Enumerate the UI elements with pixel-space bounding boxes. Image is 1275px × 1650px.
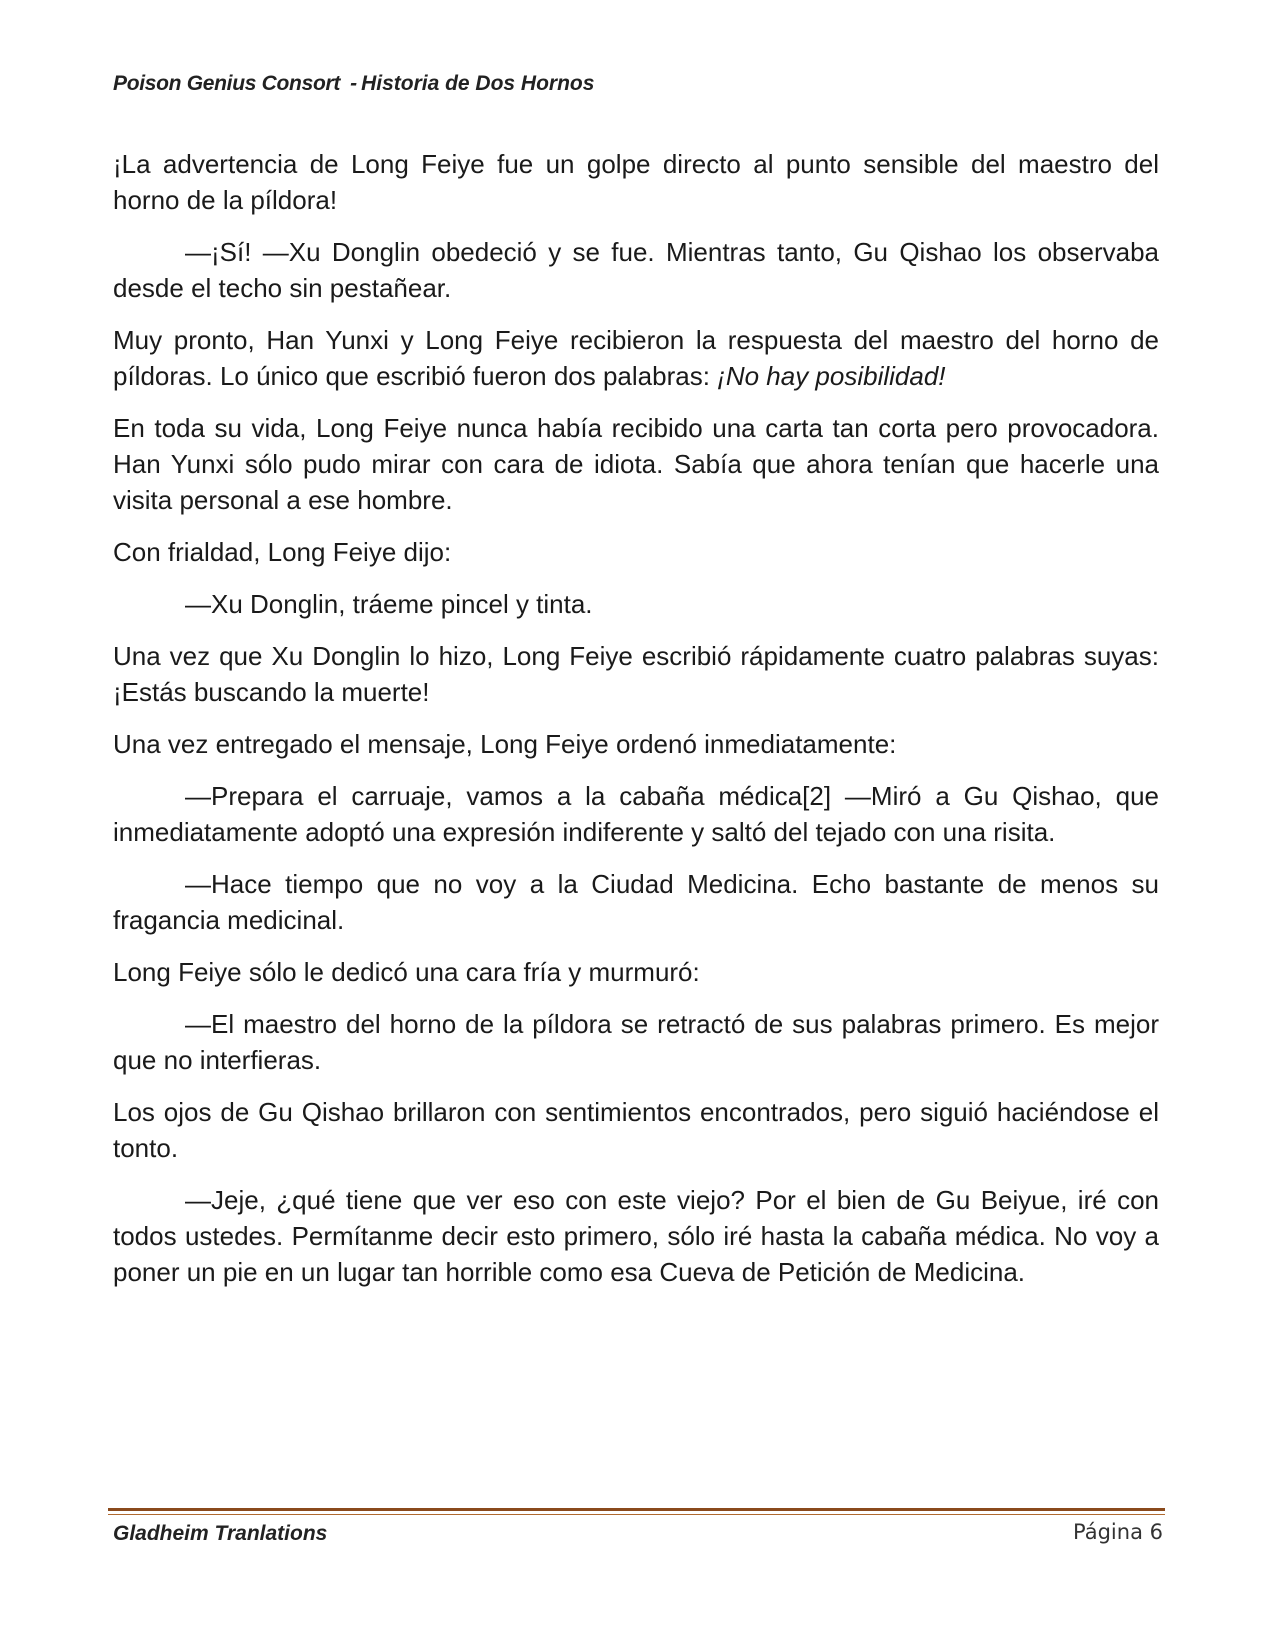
series-title: Poison Genius Consort: [113, 72, 341, 95]
footer-rule: [108, 1508, 1165, 1511]
paragraph-text: Muy pronto, Han Yunxi y Long Feiye recibieron la respuesta del maestro del horno de píldoras. Lo único que escribió fueron dos palabras:: [113, 325, 1159, 391]
page-header: [113, 72, 594, 96]
dialog-paragraph: —Jeje, ¿qué tiene que ver eso con este viejo? Por el bien de Gu Beiyue, iré con todos ustedes. Permítanme decir esto primero, sólo iré hasta la cabaña médica. No voy a poner un pie en un lugar tan horrible como esa Cueva de Petición de Medicina.: [113, 1185, 1159, 1287]
dialog-paragraph: —Xu Donglin, tráeme pincel y tinta.: [185, 589, 593, 619]
page-number-block: [1073, 1520, 1163, 1544]
paragraph: [113, 322, 1159, 394]
page-number: 6: [1149, 1520, 1163, 1544]
paragraph: Con frialdad, Long Feiye dijo:: [113, 537, 452, 567]
header-separator: -: [350, 72, 358, 95]
paragraph: Una vez que Xu Donglin lo hizo, Long Feiye escribió rápidamente cuatro palabras suyas: ¡Estás buscando la muerte!: [113, 641, 1159, 707]
paragraph-italic-text: ¡No hay posibilidad!: [717, 361, 946, 391]
dialog-paragraph: —¡Sí! —Xu Donglin obedeció y se fue. Mientras tanto, Gu Qishao los observaba desde el techo sin pestañear.: [113, 237, 1159, 303]
page-label: Página: [1073, 1520, 1143, 1544]
paragraph: ¡La advertencia de Long Feiye fue un golpe directo al punto sensible del maestro del horno de la píldora!: [113, 149, 1159, 215]
dialog-paragraph: —El maestro del horno de la píldora se retractó de sus palabras primero. Es mejor que no interfieras.: [113, 1009, 1159, 1075]
body-text: [113, 146, 1159, 1306]
dialog-paragraph: —Prepara el carruaje, vamos a la cabaña médica[2] —Miró a Gu Qishao, que inmediatamente adoptó una expresión indiferente y saltó del tejado con una risita.: [113, 781, 1159, 847]
dialog-paragraph: —Hace tiempo que no voy a la Ciudad Medicina. Echo bastante de menos su fragancia medicinal.: [113, 869, 1159, 935]
footer-credit: Gladheim Tranlations: [113, 1522, 328, 1545]
paragraph: Los ojos de Gu Qishao brillaron con sentimientos encontrados, pero siguió haciéndose el tonto.: [113, 1097, 1159, 1163]
chapter-title: Historia de Dos Hornos: [361, 72, 595, 95]
paragraph: Una vez entregado el mensaje, Long Feiye ordenó inmediatamente:: [113, 729, 897, 759]
paragraph: Long Feiye sólo le dedicó una cara fría y murmuró:: [113, 957, 700, 987]
footer-rule-thin: [108, 1514, 1165, 1515]
paragraph: En toda su vida, Long Feiye nunca había recibido una carta tan corta pero provocadora. Han Yunxi sólo pudo mirar con cara de idiota. Sabía que ahora tenían que hacerle una visita personal a ese hombre.: [113, 413, 1159, 515]
